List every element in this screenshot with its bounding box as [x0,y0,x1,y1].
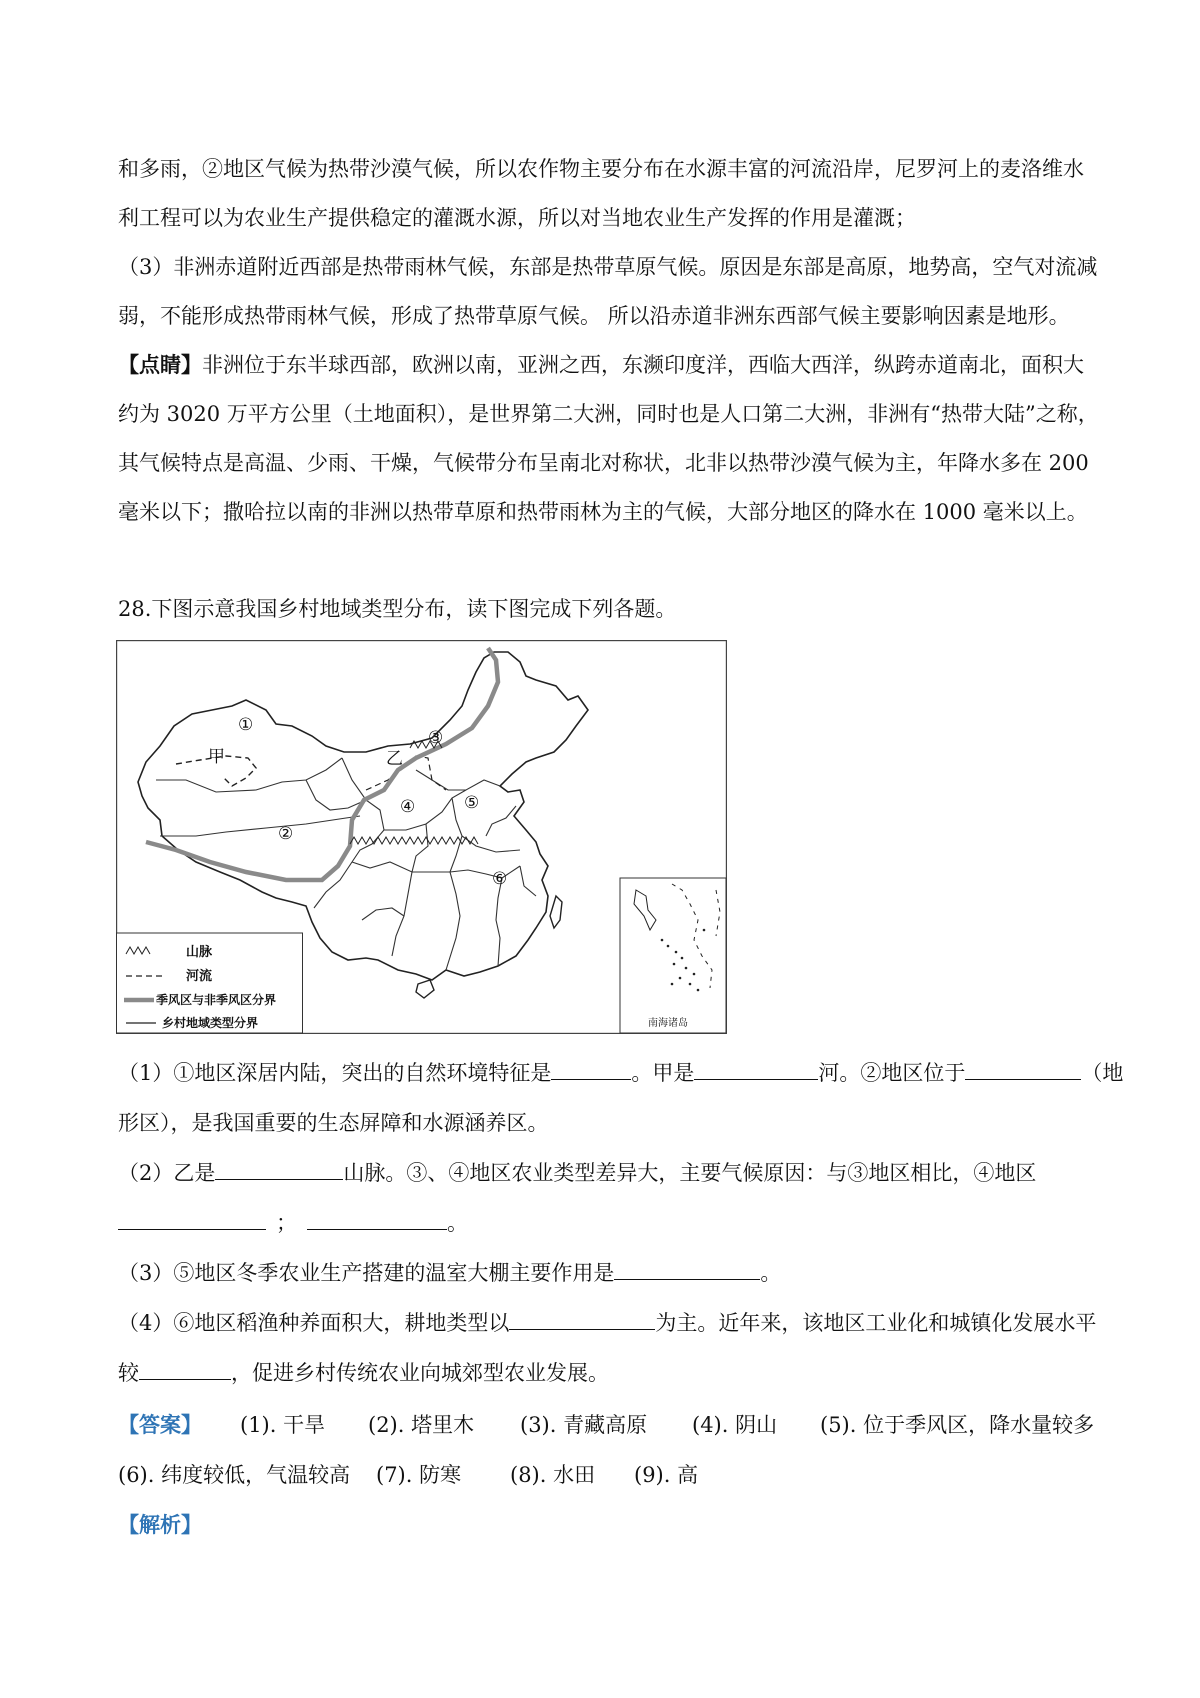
answer-item: (3). 青藏高原 [520,1413,648,1437]
answer-row-1 [118,1410,202,1440]
body-text-line: 弱，不能形成热带雨林气候，形成了热带草原气候。 所以沿赤道非洲东西部气候主要影响因素是地形。 [118,304,1070,328]
legend-boundary-label: 乡村地域类型分界 [162,1016,259,1030]
q3-end: 。 [760,1261,782,1285]
q4-line-2 [118,1358,609,1388]
answer-item: (9). 高 [634,1463,699,1487]
legend-mountain-label: 山脉 [186,945,213,960]
analysis-tag: 【解析】 [118,1512,202,1537]
region-label-6: ⑥ [492,869,508,889]
jia-label: 甲 [208,747,225,767]
map-legend [117,933,303,1033]
answer-blank [307,1208,447,1230]
legend-monsoon-label: 季风区与非季风区分界 [156,993,277,1007]
answer-blank [139,1358,231,1380]
q3-text-a: （3）⑤地区冬季农业生产搭建的温室大棚主要作用是 [118,1261,615,1285]
q4-text-a: （4）⑥地区稻渔种养面积大，耕地类型以 [118,1311,510,1335]
q2-text-b: 山脉。③、④地区农业类型差异大，主要气候原因：与③地区相比，④地区 [343,1161,1037,1185]
answer-blank [215,1158,343,1180]
q2-line-1 [118,1158,1036,1188]
answer-item: (2). 塔里木 [368,1413,475,1437]
q1-text-c: 河。②地区位于 [818,1061,966,1085]
answer-item: (5). 位于季风区，降水量较多 [820,1413,1095,1437]
analysis-row [118,1510,202,1540]
body-text-line: 其气候特点是高温、少雨、干燥，气候带分布呈南北对称状，北非以热带沙漠气候为主，年降水多在 200 [118,451,1089,475]
q2-end: 。 [447,1211,468,1235]
q1-line-1 [118,1058,1123,1088]
q4-text-b: 为主。近年来，该地区工业化和城镇化发展水平 [655,1311,1097,1335]
inset-label: 南海诸岛 [648,1018,688,1029]
region-label-5: ⑤ [464,793,480,813]
answer-item: (1). 干旱 [240,1413,326,1437]
q4-text-d: ，促进乡村传统农业向城郊型农业发展。 [231,1361,609,1385]
answer-blank [118,1208,266,1230]
q4-line-1 [118,1308,1096,1338]
body-text-line: 和多雨，②地区气候为热带沙漠气候，所以农作物主要分布在水源丰富的河流沿岸，尼罗河上的麦洛维水 [118,157,1084,181]
dianjing-paragraph [118,350,1084,380]
south-china-sea-inset [620,878,726,1033]
answer-blank [551,1058,631,1080]
body-text-line: 毫米以下；撒哈拉以南的非洲以热带草原和热带雨林为主的气候，大部分地区的降水在 1000 毫米以上。 [118,500,1088,524]
answer-tag: 【答案】 [118,1412,202,1437]
q2-text-a: （2）乙是 [118,1161,216,1185]
q1-line-2: 形区），是我国重要的生态屏障和水源涵养区。 [118,1111,549,1135]
region-label-4: ④ [400,797,416,817]
body-text-line: 利工程可以为农业生产提供稳定的灌溉水源，所以对当地农业生产发挥的作用是灌溉； [118,206,916,230]
yi-label: 乙 [386,749,403,769]
q4-text-c: 较 [118,1361,139,1385]
dianjing-text: 非洲位于东半球西部，欧洲以南，亚洲之西，东濒印度洋，西临大西洋，纵跨赤道南北，面积大 [202,353,1084,377]
answer-item: (8). 水田 [510,1463,596,1487]
q1-text-b: 。甲是 [631,1061,695,1085]
answer-item: (6). 纬度较低，气温较高 [118,1463,351,1487]
answer-blank [509,1308,655,1330]
question-title: 28.下图示意我国乡村地域类型分布，读下图完成下列各题。 [118,597,677,621]
body-text-line: （3）非洲赤道附近西部是热带雨林气候，东部是热带草原气候。原因是东部是高原，地势高，空气对流减 [118,255,1098,279]
region-label-1: ① [238,715,254,735]
china-rural-region-map [116,640,727,1034]
answer-item: (7). 防寒 [376,1463,462,1487]
body-text-line: 约为 3020 万平方公里（土地面积），是世界第二大洲，同时也是人口第二大洲，非洲有“热带大陆”之称， [118,402,1099,426]
legend-river-label: 河流 [186,969,213,984]
answer-blank [614,1258,760,1280]
dianjing-tag: 【点睛】 [118,352,202,377]
q3-line [118,1258,781,1288]
q1-text-d: （地 [1081,1061,1124,1085]
region-label-3: ③ [428,728,444,748]
region-label-2: ② [278,824,294,844]
q2-line-2 [118,1208,468,1238]
answer-item: (4). 阴山 [692,1413,778,1437]
q2-separator: ； [276,1211,297,1235]
q1-text-a: （1）①地区深居内陆，突出的自然环境特征是 [118,1061,552,1085]
answer-blank [694,1058,818,1080]
answer-blank [965,1058,1081,1080]
